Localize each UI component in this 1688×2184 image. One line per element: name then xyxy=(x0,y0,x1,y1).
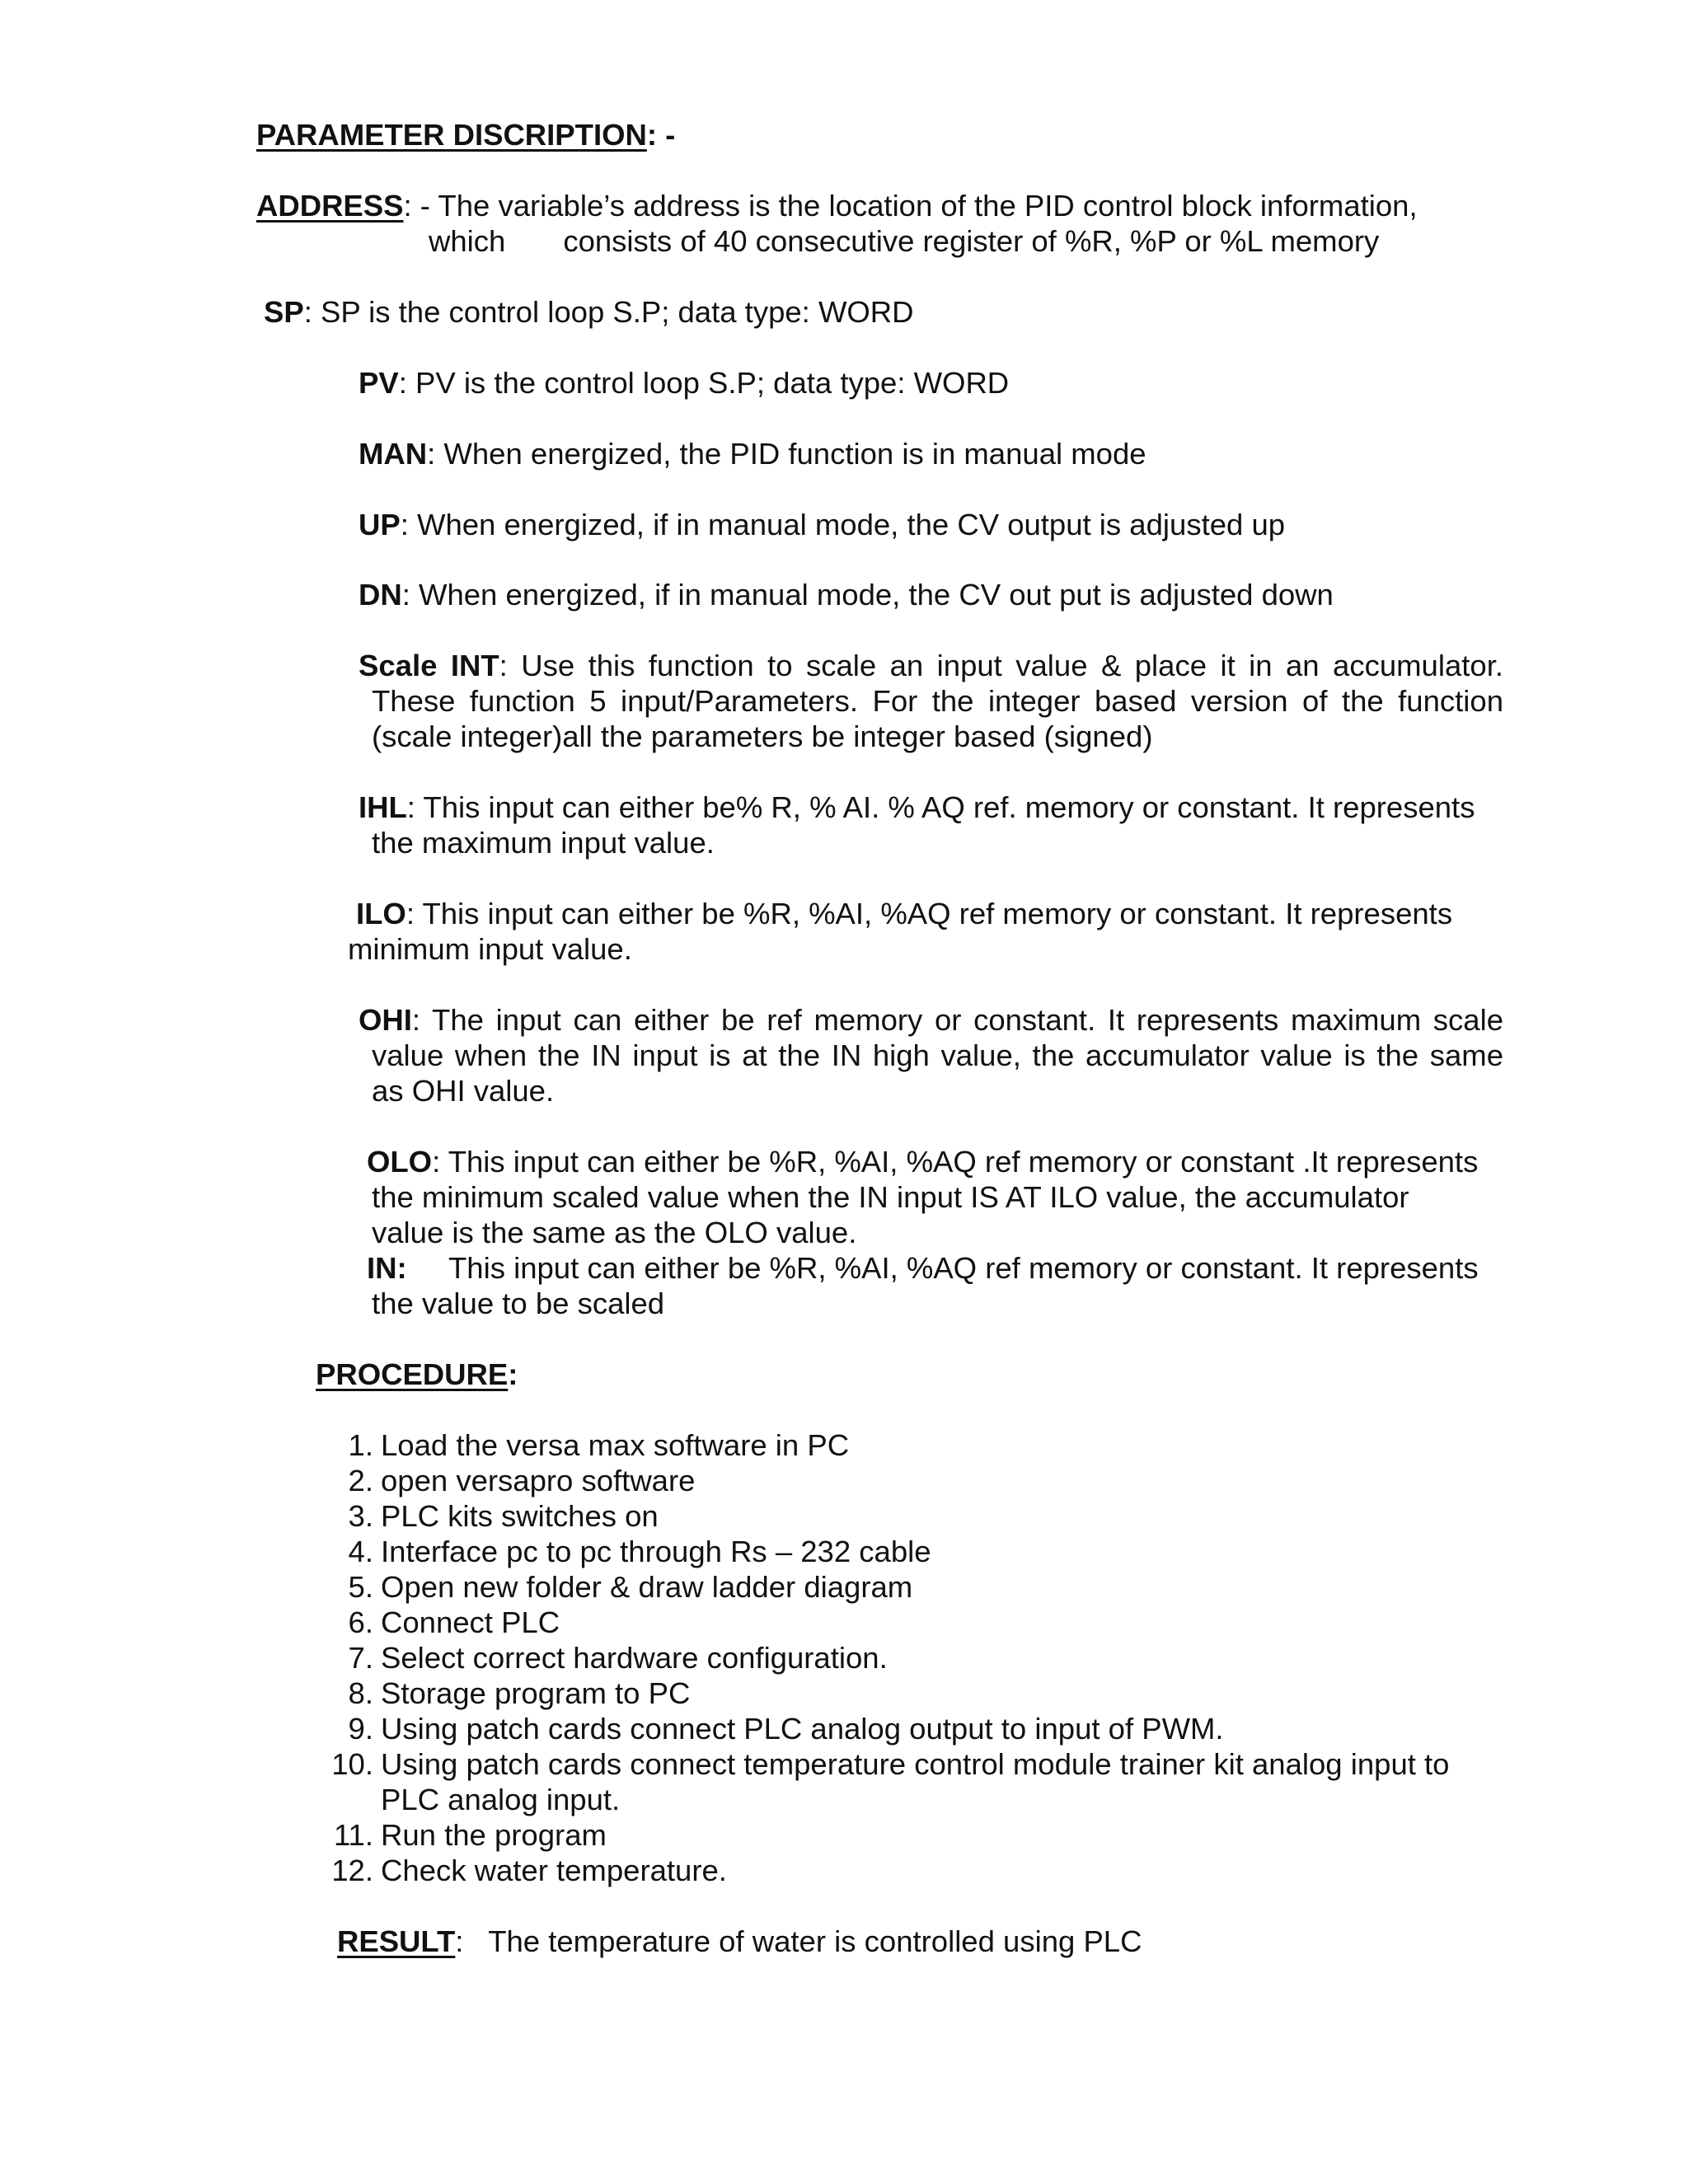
ilo-line-1 xyxy=(356,896,1452,932)
ihl-text-1: : This input can either be% R, % AI. % AQ ref. memory or constant. It represents xyxy=(406,790,1475,824)
address-text-1: : - The variable’s address is the location of the PID control block information, xyxy=(403,189,1418,223)
dn-term: DN xyxy=(359,578,402,612)
list-item: 12. Check water temperature. xyxy=(331,1854,727,1887)
procedure-heading xyxy=(316,1357,518,1393)
heading-suffix: : - xyxy=(646,118,676,152)
man-paragraph xyxy=(359,436,1146,472)
scale-int-line-2: These function 5 input/Parameters. For the integer based version of the function xyxy=(372,684,1503,718)
up-term: UP xyxy=(359,508,401,541)
man-term: MAN xyxy=(359,437,428,471)
pv-term: PV xyxy=(359,366,399,400)
in-text-1: This input can either be %R, %AI, %AQ ref memory or constant. It represents xyxy=(448,1251,1479,1285)
scale-int-line-3: (scale integer)all the parameters be integer based (signed) xyxy=(372,719,1153,753)
olo-text-1: : This input can either be %R, %AI, %AQ ref memory or constant .It represents xyxy=(432,1145,1479,1179)
ihl-term: IHL xyxy=(359,790,407,824)
ihl-line-1 xyxy=(359,790,1475,826)
list-item: 11. Run the program xyxy=(333,1818,607,1852)
in-line-1 xyxy=(367,1250,1479,1286)
dn-text: : When energized, if in manual mode, the CV out put is adjusted down xyxy=(401,578,1334,612)
olo-term: OLO xyxy=(367,1145,433,1179)
list-item: 5. Open new folder & draw ladder diagram xyxy=(348,1570,913,1604)
list-item: 6. Connect PLC xyxy=(348,1605,560,1639)
ohi-text-1: : The input can either be ref memory or constant. It represents maximum scale xyxy=(411,1003,1503,1037)
scale-int-term: Scale INT xyxy=(359,649,499,682)
list-item-continuation: PLC analog input. xyxy=(381,1783,621,1816)
address-text-2b: consists of 40 consecutive register of %R, %P or %L memory xyxy=(563,224,1380,258)
man-text: : When energized, the PID function is in manual mode xyxy=(427,437,1146,471)
ohi-line-1 xyxy=(359,1002,1503,1038)
ohi-line-3: as OHI value. xyxy=(372,1074,555,1108)
address-line-2 xyxy=(429,223,1379,260)
ilo-line-2: minimum input value. xyxy=(348,932,632,966)
ohi-line-2: value when the IN input is at the IN high value, the accumulator value is the same xyxy=(372,1038,1503,1072)
pv-text: : PV is the control loop S.P; data type: WORD xyxy=(398,366,1010,400)
ilo-term: ILO xyxy=(356,897,406,930)
list-item: 2. open versapro software xyxy=(348,1464,696,1497)
list-item: 1. Load the versa max software in PC xyxy=(348,1428,850,1462)
in-line-2: the value to be scaled xyxy=(372,1286,665,1320)
page-heading xyxy=(256,117,675,153)
address-text-2a: which xyxy=(429,224,506,258)
address-line-1 xyxy=(256,188,1418,224)
sp-paragraph xyxy=(264,294,914,330)
sp-text: : SP is the control loop S.P; data type: WORD xyxy=(303,295,914,329)
procedure-label: PROCEDURE xyxy=(316,1357,509,1391)
list-item: 9. Using patch cards connect PLC analog output to input of PWM. xyxy=(348,1712,1224,1746)
list-item: 7. Select correct hardware configuration. xyxy=(348,1641,888,1675)
address-term: ADDRESS xyxy=(256,189,404,223)
up-paragraph xyxy=(359,507,1285,543)
heading-label: PARAMETER DISCRIPTION xyxy=(256,118,647,152)
olo-line-3: value is the same as the OLO value. xyxy=(372,1216,857,1249)
scale-int-text-1: : Use this function to scale an input value & place it in an accumulator. xyxy=(499,649,1503,682)
ilo-text-1: : This input can either be %R, %AI, %AQ ref memory or constant. It represents xyxy=(406,897,1453,930)
sp-term: SP xyxy=(264,295,304,329)
olo-line-1 xyxy=(367,1144,1478,1180)
result-text: : The temperature of water is controlled using PLC xyxy=(455,1924,1142,1958)
in-term: IN: xyxy=(367,1251,407,1285)
list-item: 4. Interface pc to pc through Rs – 232 cable xyxy=(348,1535,931,1568)
list-item: 10. Using patch cards connect temperature control module trainer kit analog input to xyxy=(331,1747,1450,1781)
result-label: RESULT xyxy=(337,1924,456,1958)
ohi-term: OHI xyxy=(359,1003,412,1037)
dn-paragraph xyxy=(359,577,1334,613)
procedure-colon: : xyxy=(508,1357,518,1391)
result-line xyxy=(337,1924,1142,1960)
ihl-line-2: the maximum input value. xyxy=(372,826,715,860)
up-text: : When energized, if in manual mode, the CV output is adjusted up xyxy=(400,508,1286,541)
list-item: 8. Storage program to PC xyxy=(348,1676,691,1710)
olo-line-2: the minimum scaled value when the IN input IS AT ILO value, the accumulator xyxy=(372,1180,1409,1214)
scale-int-line-1 xyxy=(359,648,1503,684)
pv-paragraph xyxy=(359,365,1009,401)
list-item: 3. PLC kits switches on xyxy=(348,1499,659,1533)
